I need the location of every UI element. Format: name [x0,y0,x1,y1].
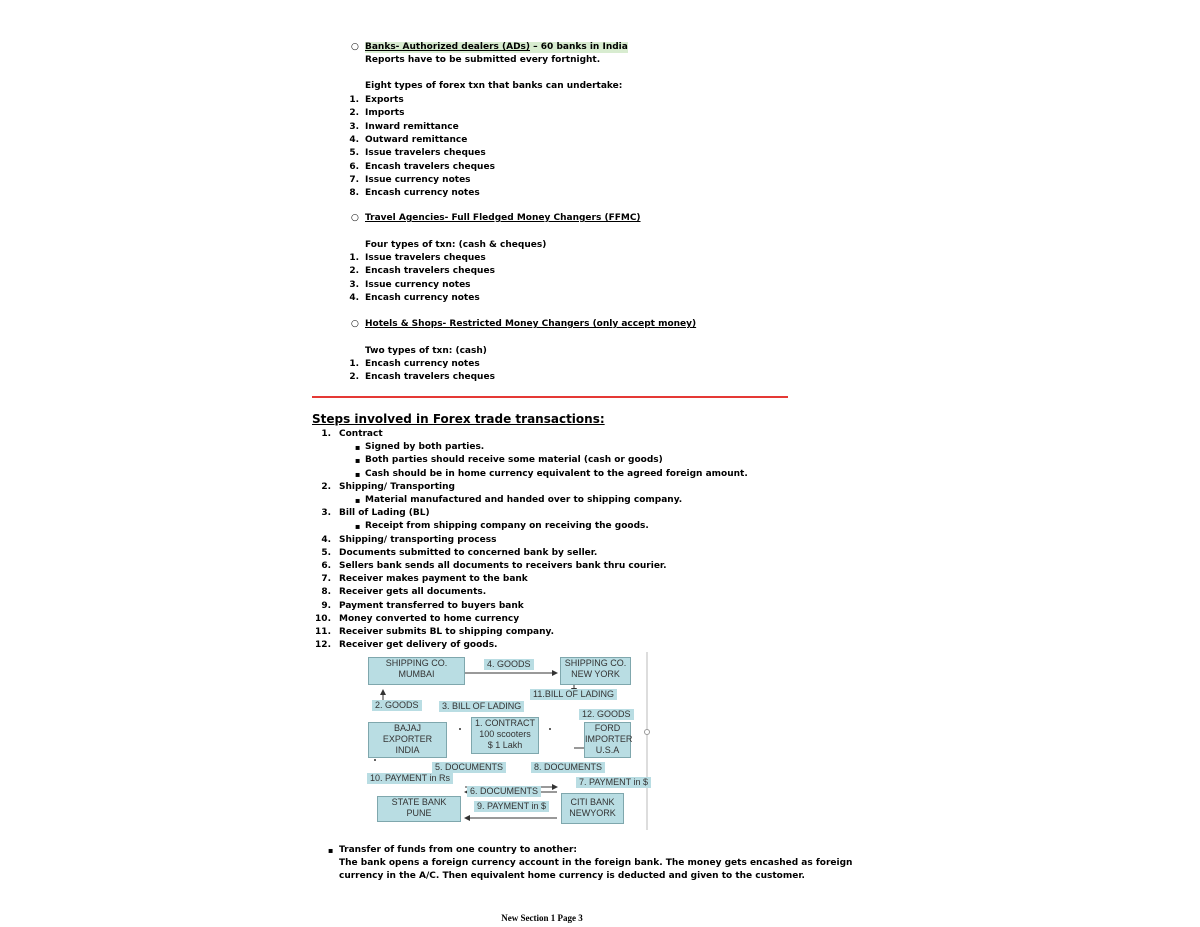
diagram-dot [459,728,461,730]
banks-title [365,42,628,53]
step-number: 6. [321,561,331,571]
bajaj-box [368,722,447,758]
step-number: 10. [315,613,331,624]
bullet-travel: ○ [351,213,359,223]
step-sub-item: Signed by both parties. [365,442,485,453]
forex-flow-diagram [364,650,664,832]
step-item: Money converted to home currency [339,613,520,624]
sub-bullet: ▪ [355,522,361,532]
step-item: Contract [339,429,383,439]
citi-bank-line1: CITI BANK [570,797,615,807]
step-number: 9. [321,600,331,611]
banks-list-item-number: 1. [349,95,359,105]
ford-line1: FORD [594,723,621,733]
travel-intro: Four types of txn: (cash & cheques) [365,240,547,250]
transfer-title: Transfer of funds from one country to another: [339,845,577,855]
label-goods-12: 12. GOODS [579,709,634,720]
state-bank-line2: PUNE [406,808,432,818]
hotels-list-item-number: 1. [349,359,359,369]
travel-list-item-number: 4. [349,292,359,303]
diagram-dot [374,759,376,761]
ford-box [584,722,631,758]
step-item: Shipping/ Transporting [339,481,455,492]
step-item: Receiver submits BL to shipping company. [339,627,554,637]
label-payment-7: 7. PAYMENT in $ [576,777,651,788]
state-bank-line1: STATE BANK [391,797,447,807]
step-number: 1. [321,429,331,439]
travel-list-item: Encash currency notes [365,292,480,303]
step-number: 5. [321,547,331,558]
step-number: 12. [315,640,331,651]
label-bl-3: 3. BILL OF LADING [439,701,524,712]
banks-list-item: Imports [365,108,405,119]
ford-line3: U.S.A [595,745,620,755]
banks-list-item: Issue travelers cheques [365,148,486,159]
banks-list-item: Outward remittance [365,134,468,145]
label-docs-5: 5. DOCUMENTS [432,762,506,773]
sub-bullet: ▪ [355,496,361,505]
step-number: 7. [321,574,331,585]
label-docs-8: 8. DOCUMENTS [531,762,605,773]
hotels-list-item: Encash currency notes [365,359,480,369]
travel-list-item-number: 2. [349,266,359,277]
label-goods-2: 2. GOODS [372,700,422,711]
citi-bank-box [561,793,624,824]
step-item: Shipping/ transporting process [339,534,497,545]
travel-list-item-number: 3. [349,279,359,290]
step-number: 11. [315,627,331,637]
ford-line2: IMPORTER [585,734,633,744]
banks-title-suffix: – 60 banks in India [530,42,628,52]
shipping-mumbai-box [368,657,465,685]
banks-list-item: Issue currency notes [365,174,471,185]
step-sub-item: Both parties should receive some material (cash or goods) [365,455,663,466]
sub-bullet: ▪ [355,443,361,453]
step-item: Receiver makes payment to the bank [339,574,528,585]
banks-list-item-number: 3. [349,121,359,132]
label-goods-4: 4. GOODS [484,659,534,670]
banks-list-item-number: 5. [349,148,359,159]
transfer-bullet: ▪ [328,846,334,855]
contract-line1: 1. CONTRACT [474,718,535,728]
transfer-line2: currency in the A/C. Then equivalent home currency is deducted and given to the customer. [339,871,805,881]
sub-bullet: ▪ [355,456,361,466]
hotels-title: Hotels & Shops- Restricted Money Changers (only accept money) [365,319,697,329]
step-sub-item: Receipt from shipping company on receiving the goods. [365,521,649,532]
diagram-dot [549,728,551,730]
label-payment-9: 9. PAYMENT in $ [474,801,549,812]
banks-list-item-number: 4. [349,134,359,145]
banks-title-main: Banks- Authorized dealers (ADs) [365,42,531,52]
travel-list-item-number: 1. [349,253,359,263]
banks-intro: Eight types of forex txn that banks can undertake: [365,81,623,91]
banks-list-item-number: 7. [349,174,359,185]
hotels-list-item-number: 2. [349,372,359,383]
hotels-list-item: Encash travelers cheques [365,372,495,383]
contract-line3: $ 1 Lakh [487,740,523,750]
section-divider [312,396,788,398]
banks-list-item: Encash currency notes [365,188,480,199]
banks-list-item: Inward remittance [365,121,459,132]
step-item: Documents submitted to concerned bank by seller. [339,547,598,558]
shipping-mumbai-line1: SHIPPING CO. [385,658,448,668]
contract-box [471,717,539,754]
banks-note: Reports have to be submitted every fortnight. [365,55,601,65]
bullet-banks: ○ [351,42,359,52]
step-item: Receiver gets all documents. [339,587,487,598]
hotels-intro: Two types of txn: (cash) [365,346,487,356]
travel-list-item: Encash travelers cheques [365,266,495,277]
banks-list-item-number: 6. [349,161,359,172]
step-item: Sellers bank sends all documents to receivers bank thru courier. [339,561,667,571]
shipping-ny-line1: SHIPPING CO. [564,658,627,668]
label-payment-10: 10. PAYMENT in Rs [367,773,453,784]
transfer-line1: The bank opens a foreign currency account in the foreign bank. The money gets encashed as foreign [339,858,853,868]
contract-line2: 100 scooters [479,729,531,739]
shipping-ny-line2: NEW YORK [571,669,620,679]
travel-list-item: Issue travelers cheques [365,253,486,263]
steps-heading: Steps involved in Forex trade transactions: [312,412,605,426]
travel-title: Travel Agencies- Full Fledged Money Changers (FFMC) [365,213,641,223]
label-docs-6: 6. DOCUMENTS [467,786,541,797]
step-sub-item: Cash should be in home currency equivalent to the agreed foreign amount. [365,468,748,479]
step-item: Payment transferred to buyers bank [339,600,524,611]
step-item: Bill of Lading (BL) [339,508,430,519]
bajaj-line3: INDIA [395,745,420,755]
banks-list-item: Encash travelers cheques [365,161,495,172]
label-bl-11: 11.BILL OF LADING [530,689,617,700]
banks-list-item-number: 8. [349,188,359,199]
step-number: 4. [321,534,331,545]
diagram-handle [645,730,650,735]
banks-list-item: Exports [365,95,404,105]
step-number: 2. [321,481,331,492]
bajaj-line2: EXPORTER [382,734,433,744]
bajaj-line1: BAJAJ [393,723,421,733]
shipping-ny-box [560,657,631,685]
sub-bullet: ▪ [355,469,361,479]
banks-list-item-number: 2. [349,108,359,119]
travel-list-item: Issue currency notes [365,279,471,290]
step-number: 8. [321,587,331,598]
page-footer: New Section 1 Page 3 [501,913,583,923]
step-item: Receiver get delivery of goods. [339,640,498,651]
state-bank-box [377,796,461,822]
bullet-hotels: ○ [351,319,359,329]
step-sub-item: Material manufactured and handed over to shipping company. [365,495,683,505]
citi-bank-line2: NEWYORK [569,808,616,818]
shipping-mumbai-line2: MUMBAI [398,669,435,679]
step-number: 3. [321,508,331,519]
